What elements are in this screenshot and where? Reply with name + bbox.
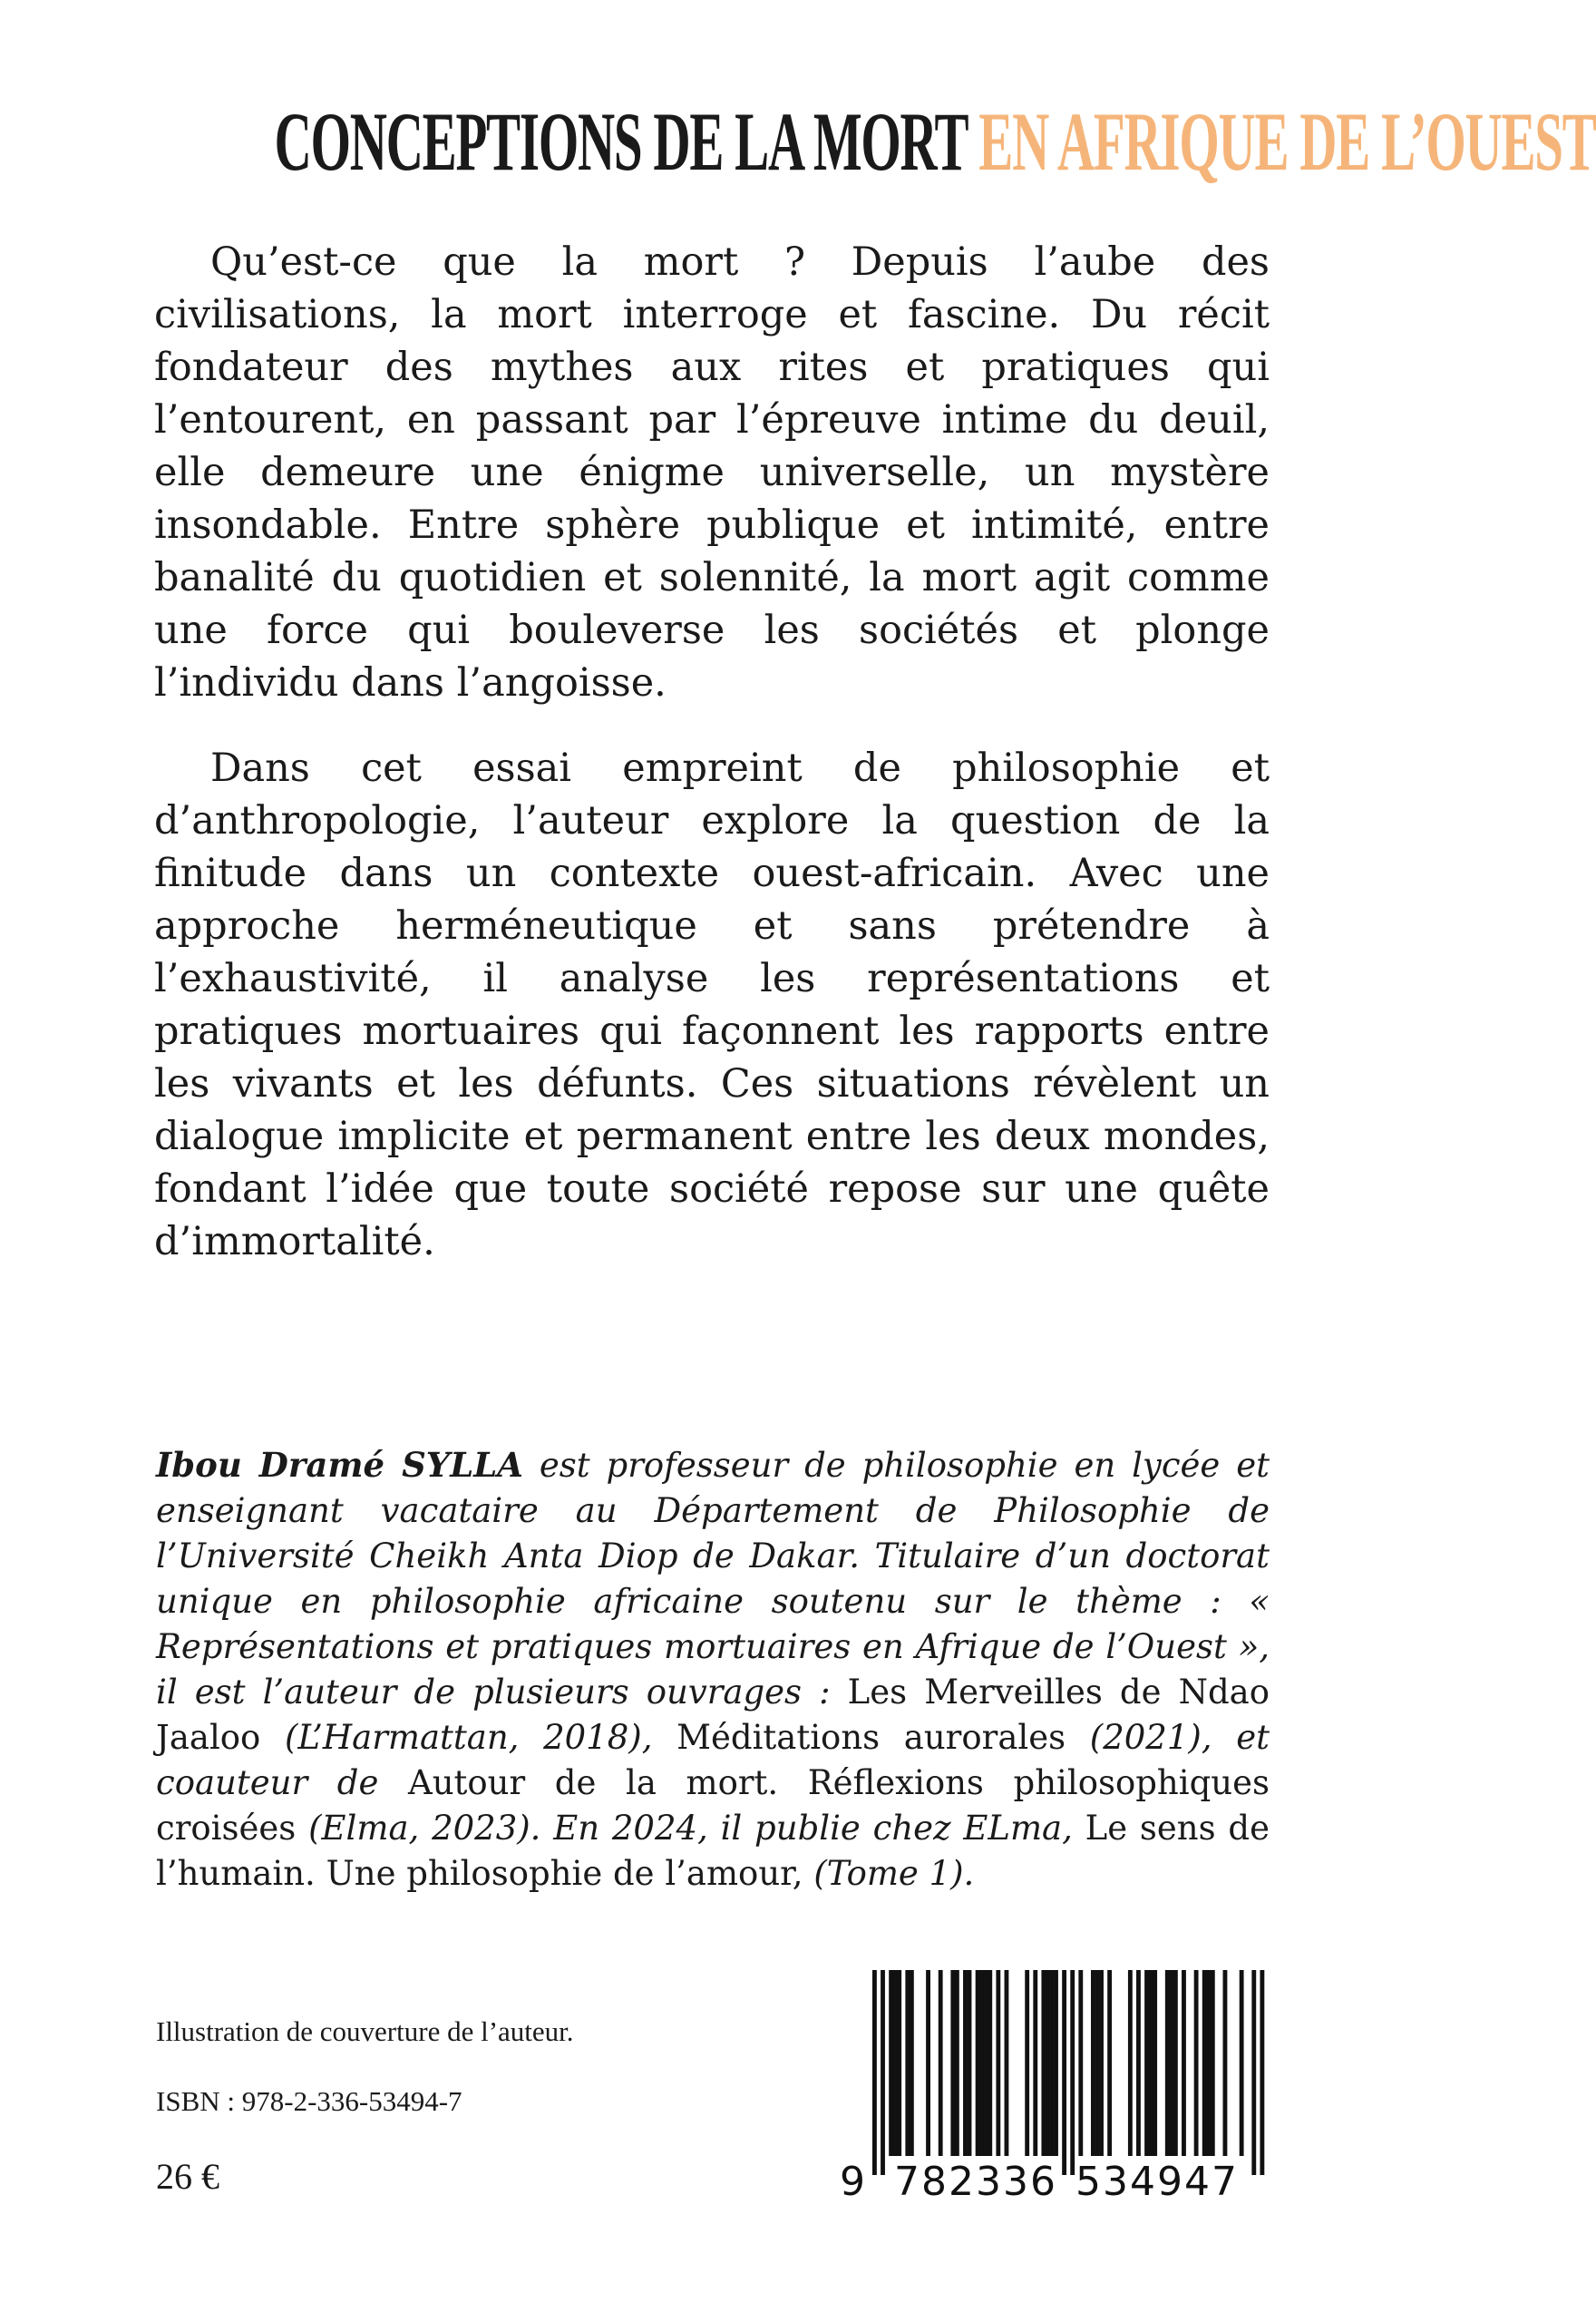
barcode-bar [897,1970,901,2156]
book-title [274,95,1596,188]
barcode-bar [1041,1970,1046,2156]
barcode-bar [1046,1970,1050,2156]
barcode-group-right: 534947 [1075,2159,1239,2205]
title-part-accent: EN AFRIQUE DE L’OUEST [978,95,1596,188]
barcode-bar [1173,1970,1178,2156]
barcode-bar [1099,1970,1104,2156]
barcode-bar [1095,1970,1100,2156]
barcode-bar [1033,1970,1037,2156]
bio-work-3: Autour de la mort. Réflexions philosophiques croisées [156,1763,1270,1848]
author-name: Ibou Dramé SYLLA [156,1445,523,1485]
cover-credit: Illustration de couverture de l’auteur. [156,2015,574,2047]
barcode-bar [1211,1970,1215,2156]
barcode-bar [968,1970,972,2156]
barcode-bar [1078,1970,1083,2156]
summary-paragraph-2: Dans cet essai empreint de philosophie et d’anthropologie, l’auteur explore la question de la finitude dans un contexte ouest-africain. Avec une approche herméneutique et sans prétendre à l’exhaustivité, il analyse les représentations et pratiques mortuaires qui façonnent les rapports entre les vivants et les défunts. Ces situations révèlent un dialogue implicite et permanent entre les deux mondes, fondant l’idée que toute société repose sur une quête d’immortalité. [154,746,1270,1264]
barcode-bar [1165,1970,1170,2156]
barcode-bar [926,1970,930,2156]
barcode-bar [1136,1970,1141,2156]
barcode-bar [963,1970,968,2156]
price-text: 26 € [156,2156,219,2197]
barcode-bar [893,1970,898,2156]
barcode-guard-bar [1251,1970,1256,2175]
barcode-guard-bar [1062,1970,1066,2175]
bio-text-1: est professeur de philosophie en lycée et enseignant vacataire au Département de Philosophie de l’Université Cheikh Anta Diop de Dakar. Titulaire d’un doctorat unique en philosophie africaine soutenu sur le thème : « Représentations et pratiques mortuaires en Afrique de l’Ouest », il est l’auteur de plusieurs ouvrages : [156,1446,1270,1712]
bio-work-2: Méditations aurorales [676,1718,1066,1757]
barcode-icon [832,1970,1271,2175]
barcode-bar [1169,1970,1173,2156]
barcode-digit-first: 9 [840,2159,865,2205]
summary-paragraph-1: Qu’est-ce que la mort ? Depuis l’aube des civilisations, la mort interroge et fascine. Du récit fondateur des mythes aux rites et pratiques qui l’entourent, en passant par l’épreuve intime du deuil, elle demeure une énigme universelle, un mystère insondable. Entre sphère publique et intimité, entre banalité du quotidien et solennité, la mort agit comme une force qui bouleverse les sociétés et plonge l’individu dans l’angoisse. [154,239,1270,706]
barcode-group-left: 782336 [894,2159,1057,2205]
barcode-bar [1128,1970,1133,2156]
bio-text-3: (2021), et coauteur de [156,1718,1270,1802]
barcode-guard-bar [1260,1970,1264,2175]
barcode-bar [976,1970,980,2156]
barcode-digits [832,2159,1271,2213]
barcode-bar [1054,1970,1058,2156]
barcode-bar [1202,1970,1207,2156]
barcode-bars [832,1970,1271,2175]
barcode-bar [1153,1970,1157,2156]
barcode-guard-bar [872,1970,877,2175]
barcode-bar [988,1970,992,2156]
bio-text-5: (Tome 1). [803,1854,975,1893]
barcode-bar [1240,1970,1244,2156]
barcode-bar [889,1970,893,2156]
book-summary [154,236,1270,1301]
barcode-bar [939,1970,943,2156]
barcode-bar [1144,1970,1149,2156]
barcode-bar [1091,1970,1095,2156]
barcode-bar [1149,1970,1153,2156]
barcode-bar [1194,1970,1199,2156]
barcode-bar [979,1970,984,2156]
barcode-bar [984,1970,988,2156]
bio-text-4: (Elma, 2023). En 2024, il publie chez ELma, [296,1809,1085,1848]
barcode-guard-bar [1070,1970,1075,2175]
barcode-guard-bar [881,1970,885,2175]
barcode-bar [996,1970,1000,2156]
author-bio [156,1442,1270,1897]
bio-work-1: Les Merveilles de Ndao Jaaloo [156,1673,1270,1757]
barcode-bar [950,1970,955,2156]
title-part-dark: CONCEPTIONS DE LA MORT [274,95,968,188]
bio-text-2: (L’Harmattan, 2018), [260,1718,677,1757]
barcode-bar [1107,1970,1112,2156]
barcode-bar [1223,1970,1228,2156]
barcode-bar [1182,1970,1186,2156]
isbn-text: ISBN : 978-2-336-53494-7 [156,2085,462,2117]
barcode-bar [1005,1970,1009,2156]
barcode-bar [905,1970,910,2156]
bio-work-4: Le sens de l’humain. Une philosophie de l’amour, [156,1809,1270,1893]
barcode-bar [1050,1970,1055,2156]
barcode-bar [1206,1970,1211,2156]
barcode-bar [910,1970,914,2156]
barcode-bar [955,1970,959,2156]
barcode-bar [1025,1970,1029,2156]
